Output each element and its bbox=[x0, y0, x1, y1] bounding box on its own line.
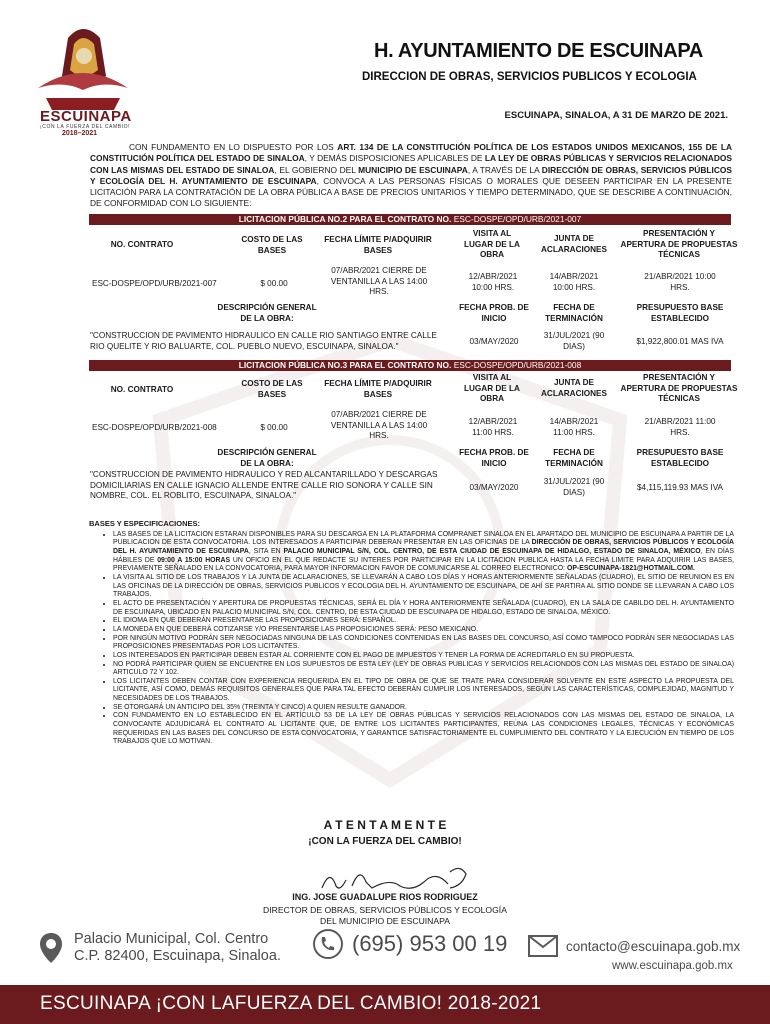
address-line-2: C.P. 82400, Escuinapa, Sinaloa. bbox=[74, 948, 281, 964]
header-present: PRESENTACIÓN Y APERTURA DE PROPUESTAS TÉCNICAS bbox=[620, 229, 738, 259]
intro-text-5: , CONVOCA A LAS PERSONAS FÍSICAS O MORALES QUE DESEEN PARTICIPAR EN LA PRESENTE LICITACIÓN PARA LA CONTRATACIÓN DE LA OBRA PÚBLICA A BASE DE PRECIOS UNITARIOS Y TIEMPO DETERMINADO, QUE SE DESCRIBE A CONTINUACIÓN, DE CONFORMIDAD CON LO SIGUIENTE: bbox=[90, 175, 733, 209]
header-limit: FECHA LÍMITE P/ADQUIRIR BASES bbox=[324, 235, 432, 255]
present-date: 21/ABR/2021 10:00 HRS. bbox=[644, 272, 716, 292]
header-description: DESCRIPCIÓN GENERAL DE LA OBRA: bbox=[217, 448, 317, 468]
list-item: • SE OTORGARÁ UN ANTICIPO DEL 35% (TREINTA Y CINCO) A QUIEN RESULTE GANADOR. bbox=[113, 704, 734, 713]
bases-email: OP-ESCUINAPA-1821@HOTMAIL.COM. bbox=[566, 565, 695, 573]
closing-atentamente: A T E N T A M E N T E bbox=[323, 818, 447, 832]
phone-icon bbox=[312, 928, 344, 960]
tender-band-number: ESC-DOSPE/OPD/URB/2021-007 bbox=[453, 214, 582, 224]
list-item: • LOS LICITANTES DEBEN CONTAR CON EXPERIENCIA REQUERIDA EN EL TIPO DE OBRA DE QUE SE TRATE PARA CONSIDERAR SOLVENTE EN ESTE ASPECTO LA PROPUESTA DEL LICITANTE, ASÍ COMO, DEMÁS REQUISITOS GENERALES QUE PARA TAL EFECTO DEBERÁN CUMPLIR LOS INTERESADOS, SEGÚN LAS CARACTERÍSTICAS, COMPLEJIDAD, MAGNITUD Y NECESIDADES DE LOS TRABAJOS. bbox=[113, 678, 734, 704]
budget: $1,922,800.01 MAS IVA bbox=[636, 337, 724, 346]
bases-text: UN OFICIO EN EL QUE REDACTE SU INTERES POR PARTICIPAR EN LA LICITACION PUBLICA HASTA LA FECHA LIMITE PARA ADQUIRIR LAS BASES, PREVIAMENTE SEÑALADO EN LA CONVOCATORIA, PARA MAYOR INFORMACION FAVOR DE COMUNICARSE AL CORREO ELECTRONICO: bbox=[113, 556, 734, 573]
email-address[interactable]: contacto@escuinapa.gob.mx bbox=[566, 938, 741, 954]
bases-bold: PALACIO MUNICIPAL S/N, COL. CENTRO, DE ESTA CIUDAD DE ESCUINAPA DE HIDALGO, ESTADO DE SINALOA, MÉXICO bbox=[283, 547, 701, 555]
visit-date: 12/ABR/2021 11:00 HRS. bbox=[468, 417, 518, 437]
signer-name: ING. JOSE GUADALUPE RIOS RODRIGUEZ bbox=[292, 892, 478, 902]
page-title: H. AYUNTAMIENTO DE ESCUINAPA bbox=[374, 40, 704, 62]
tender-band bbox=[89, 360, 731, 371]
bases-section bbox=[89, 520, 734, 747]
logo-name: ESCUINAPA bbox=[40, 108, 132, 125]
list-item: • EL IDIOMA EN QUE DEBERÁN PRESENTARSE LAS PROPOSICIONES SERÁ: ESPAÑOL. bbox=[113, 617, 734, 626]
junta-date: 14/ABR/2021 11:00 HRS. bbox=[549, 417, 599, 437]
list-item: • LA VISITA AL SITIO DE LOS TRABAJOS Y LA JUNTA DE ACLARACIONES, SE LLEVARÁN A CABO LOS DÍAS Y HORAS ANTERIORMENTE SEÑALADAS (CUADRO), EL SITIO DE REUNION ES EN LAS OFICINAS DE LA DIRECCIÓN DE OBRAS, SERVICIOS PUBLICOS Y ECOLOGIA DEL H. AYUNTAMIENTO DE ESCUINAPA, DE AHÍ SE PARTIRA AL SITIO DONDE SE LLEVARAN A CABO LOS TRABAJOS. bbox=[113, 574, 734, 600]
limit-date: 07/ABR/2021 CIERRE DE VENTANILLA A LAS 14:00 HRS. bbox=[330, 410, 428, 440]
tender-band-label: LICITACION PÚBLICA NO.2 PARA EL CONTRATO NO. bbox=[238, 214, 452, 224]
intro-text-2: , Y DEMÁS DISPOSICIONES APLICABLES DE bbox=[304, 153, 485, 164]
intro-bold-1: ART. 134 DE LA CONSTITUCIÓN POLÍTICA DE LOS ESTADOS UNIDOS MEXICANOS, 155 DE LA CONSTITUCIÓN POLÍTICA DEL ESTADO DE SINALOA bbox=[90, 142, 732, 164]
list-item: • NO PODRÁ PARTICIPAR QUIEN SE ENCUENTRE EN LOS SUPUESTOS DE ESTA LEY (LEY DE OBRAS PUBLICAS Y SERVICIOS RELACIONDOS CON LAS MISMAS DEL ESTADO DE SINALOA) ARTICULO 72 Y 102. bbox=[113, 661, 734, 678]
tender-band-label: LICITACION PÚBLICA NO.3 PARA EL CONTRATO NO. bbox=[238, 360, 452, 370]
bases-text: LAS BASES DE LA LICITACION ESTARAN DISPONIBLES PARA SU DESCARGA EN LA PLATAFORMA COMPRANET SINALOA EN EL APARTADO DEL MUNICIPIO DE ESCUINAPA A PARTIR DE LA PUBLICACION DE ESTA CONVOCATORIA. LOS INTERESADOS A PARTICIPAR DEBERAN PRESENTAR EN LAS OFICINAS DE LA bbox=[113, 530, 734, 547]
list-item: • LOS INTERESADOS EN PARTICIPAR DEBEN ESTAR AL CORRIENTE CON EL PAGO DE IMPUESTOS Y TENER LA FORMA DE ACREDITARLO EN SU PROPUESTA. bbox=[113, 652, 734, 661]
header-limit: FECHA LÍMITE P/ADQUIRIR BASES bbox=[324, 379, 432, 399]
page-subtitle: DIRECCION DE OBRAS, SERVICIOS PUBLICOS Y ECOLOGIA bbox=[362, 71, 697, 83]
list-item: • EL ACTO DE PRESENTACIÓN Y APERTURA DE PROPUESTAS TÉCNICAS, SERÁ EL DÍA Y HORA ANTERIORMENTE SEÑALADA (CUADRO), EN LA SALA DE CABILDO DEL H. AYUNTAMIENTO DE ESCUINAPA, UBICADO EN PALACIO MUNICIPAL S/N, COL. CENTRO, DE ESTA CIUDAD DE ESCUINAPA DE HIDALGO, ESTADO DE SINALOA, MÉXICO. bbox=[113, 600, 734, 617]
header-budget: PRESUPUESTO BASE ESTABLECIDO bbox=[636, 448, 724, 468]
intro-text-4: , A TRAVÉS DE LA bbox=[467, 164, 542, 175]
signer-role: DIRECTOR DE OBRAS, SERVICIOS PÚBLICOS Y ECOLOGÍA bbox=[263, 905, 507, 915]
limit-date: 07/ABR/2021 CIERRE DE VENTANILLA A LAS 14:00 HRS. bbox=[330, 266, 428, 296]
start-date: 03/MAY/2020 bbox=[469, 483, 519, 492]
list-item bbox=[113, 531, 734, 574]
header-junta: JUNTA DE ACLARACIONES bbox=[541, 378, 607, 398]
budget: $4,115,119.93 MAS IVA bbox=[636, 483, 724, 492]
end-date: 31/JUL/2021 (90 DIAS) bbox=[543, 477, 605, 497]
bases-cost: $ 00.00 bbox=[260, 279, 288, 288]
address-line-1: Palacio Municipal, Col. Centro bbox=[74, 931, 269, 947]
contract-number: ESC-DOSPE/OPD/URB/2021-008 bbox=[92, 423, 217, 432]
list-item: • LA MONEDA EN QUE DEBERÁ COTIZARSE Y/O PRESENTARSE LAS PROPOSICIONES SERÁ: PESO MEXICANO. bbox=[113, 626, 734, 635]
intro-bold-2: LA LEY DE OBRAS PÚBLICAS Y SERVICIOS RELACIONADOS CON LAS MISMAS DEL ESTADO DE SINALOA bbox=[90, 153, 732, 175]
intro-text-3: , EL GOBIERNO DEL bbox=[274, 164, 359, 175]
phone-number[interactable]: (695) 953 00 19 bbox=[352, 931, 508, 956]
tender-band-number: ESC-DOSPE/OPD/URB/2021-008 bbox=[453, 360, 582, 370]
header-contract: NO. CONTRATO bbox=[110, 240, 174, 249]
end-date: 31/JUL/2021 (90 DIAS) bbox=[543, 331, 605, 351]
header-start: FECHA PROB. DE INICIO bbox=[459, 448, 529, 468]
header-visit: VISITA AL LUGAR DE LA OBRA bbox=[464, 373, 520, 403]
closing-slogan: ¡CON LA FUERZA DEL CAMBIO! bbox=[308, 836, 462, 847]
header-description: DESCRIPCIÓN GENERAL DE LA OBRA: bbox=[217, 303, 317, 323]
header-end: FECHA DE TERMINACIÓN bbox=[545, 448, 603, 468]
header-cost: COSTO DE LAS BASES bbox=[241, 379, 303, 399]
present-date: 21/ABR/2021 11:00 HRS. bbox=[644, 417, 716, 437]
footer-phone bbox=[312, 928, 507, 960]
mail-icon bbox=[528, 935, 558, 957]
work-description: "CONSTRUCCION DE PAVIMENTO HIDRAULICO Y RED ALCANTARILLADO Y DESCARGAS DOMICILIARIAS EN CALLE IGNACIO ALLENDE ENTRE CALLE RIO SONORA Y CALLE SIN NOMBRE, COL. EL ROBLITO, ESCUINAPA, SINALOA." bbox=[90, 470, 438, 500]
visit-date: 12/ABR/2021 10:00 HRS. bbox=[468, 272, 518, 292]
bases-bold: 09:00 A 15:00 HORAS bbox=[157, 556, 231, 564]
footer-address bbox=[38, 931, 281, 965]
junta-date: 14/ABR/2021 10:00 HRS. bbox=[549, 272, 599, 292]
bases-bold: DIRECCIÓN DE OBRAS, SERVICIOS PÚBLICOS Y ECOLOGÍA DEL H. AYUNTAMIENTO DE ESCUINAPA bbox=[113, 539, 734, 555]
header-cost: COSTO DE LAS BASES bbox=[241, 235, 303, 255]
footer-email bbox=[528, 935, 740, 957]
list-item: • POR NINGÚN MOTIVO PODRÁN SER NEGOCIADAS NINGUNA DE LAS CONDICIONES CONTENIDAS EN LAS BASES DEL CONCURSO, ASÍ COMO TAMPOCO PODRÁN SER NEGOCIADAS LAS PROPOSICIONES PRESENTADAS POR LOS LICITANTES. bbox=[113, 635, 734, 652]
contract-number: ESC-DOSPE/OPD/URB/2021-007 bbox=[92, 279, 217, 288]
tender-band bbox=[89, 214, 731, 225]
header-end: FECHA DE TERMINACIÓN bbox=[545, 303, 603, 323]
header-junta: JUNTA DE ACLARACIONES bbox=[541, 234, 607, 254]
location-pin-icon bbox=[38, 931, 64, 965]
intro-bold-4: DIRECCIÓN DE OBRAS, SERVICIOS PÚBLICOS Y ECOLOGÍA DEL H. AYUNTAMIENTO DE ESCUINAPA bbox=[90, 164, 732, 186]
header-budget: PRESUPUESTO BASE ESTABLECIDO bbox=[636, 303, 724, 323]
bottom-banner-text: ESCUINAPA ¡CON LAFUERZA DEL CAMBIO! 2018-2021 bbox=[40, 993, 542, 1014]
bases-cost: $ 00.00 bbox=[260, 423, 288, 432]
header-start: FECHA PROB. DE INICIO bbox=[459, 303, 529, 323]
list-item: • CON FUNDAMENTO EN LO ESTABLECIDO EN EL ARTÍCULO 53 DE LA LEY DE OBRAS PÚBLICAS Y SERVICIOS RELACIONADOS CON LAS MISMAS DEL ESTADO DE SINALOA, LA CONVOCANTE ADJUDICARÁ EL CONTRATO AL LICITANTE QUE, DE ENTRE LOS LICITANTES PARTICIPANTES, REÚNA LAS CONDICIONES LEGALES, TÉCNICAS Y ECONÓMICAS REQUERIDAS EN LAS BASES DEL CONCURSO DE ESTA CONVOCATORIA, Y GARANTICE SATISFACTORIAMENTE EL CUMPLIMIENTO DEL CONTRATO Y LA EJECUCIÓN EN TIEMPO DE LOS TRABAJOS QUE LO MOTIVAN. bbox=[113, 712, 734, 747]
bases-text: , SITA EN bbox=[248, 547, 284, 555]
intro-bold-3: MUNICIPIO DE ESCUINAPA bbox=[358, 164, 468, 175]
start-date: 03/MAY/2020 bbox=[469, 337, 519, 346]
bases-list bbox=[89, 531, 734, 747]
header-present: PRESENTACIÓN Y APERTURA DE PROPUESTAS TÉCNICAS bbox=[620, 373, 738, 403]
website-link[interactable]: www.escuinapa.gob.mx bbox=[612, 960, 733, 972]
header-contract: NO. CONTRATO bbox=[110, 385, 174, 394]
logo-slogan: ¡CON LA FUERZA DEL CAMBIO! bbox=[40, 124, 131, 130]
header-visit: VISITA AL LUGAR DE LA OBRA bbox=[464, 229, 520, 259]
intro-text-1: CON FUNDAMENTO EN LO DISPUESTO POR LOS bbox=[128, 142, 338, 152]
intro-paragraph bbox=[90, 142, 732, 210]
signer-municipality: DEL MUNICIPIO DE ESCUINAPA bbox=[320, 916, 450, 926]
work-description: "CONSTRUCCION DE PAVIMENTO HIDRAULICO EN CALLE RIO SANTIAGO ENTRE CALLE RIO QUELITE Y RIO BALUARTE, COL. PUEBLO NUEVO, ESCUINAPA, SINALOA." bbox=[90, 331, 437, 351]
dateline: ESCUINAPA, SINALOA, A 31 DE MARZO DE 2021. bbox=[504, 110, 728, 121]
logo-years: 2018–2021 bbox=[62, 130, 98, 137]
bases-title: BASES Y ESPECIFICACIONES: bbox=[89, 519, 200, 528]
bases-text: , EN DÍAS HÁBILES DE bbox=[113, 547, 734, 564]
